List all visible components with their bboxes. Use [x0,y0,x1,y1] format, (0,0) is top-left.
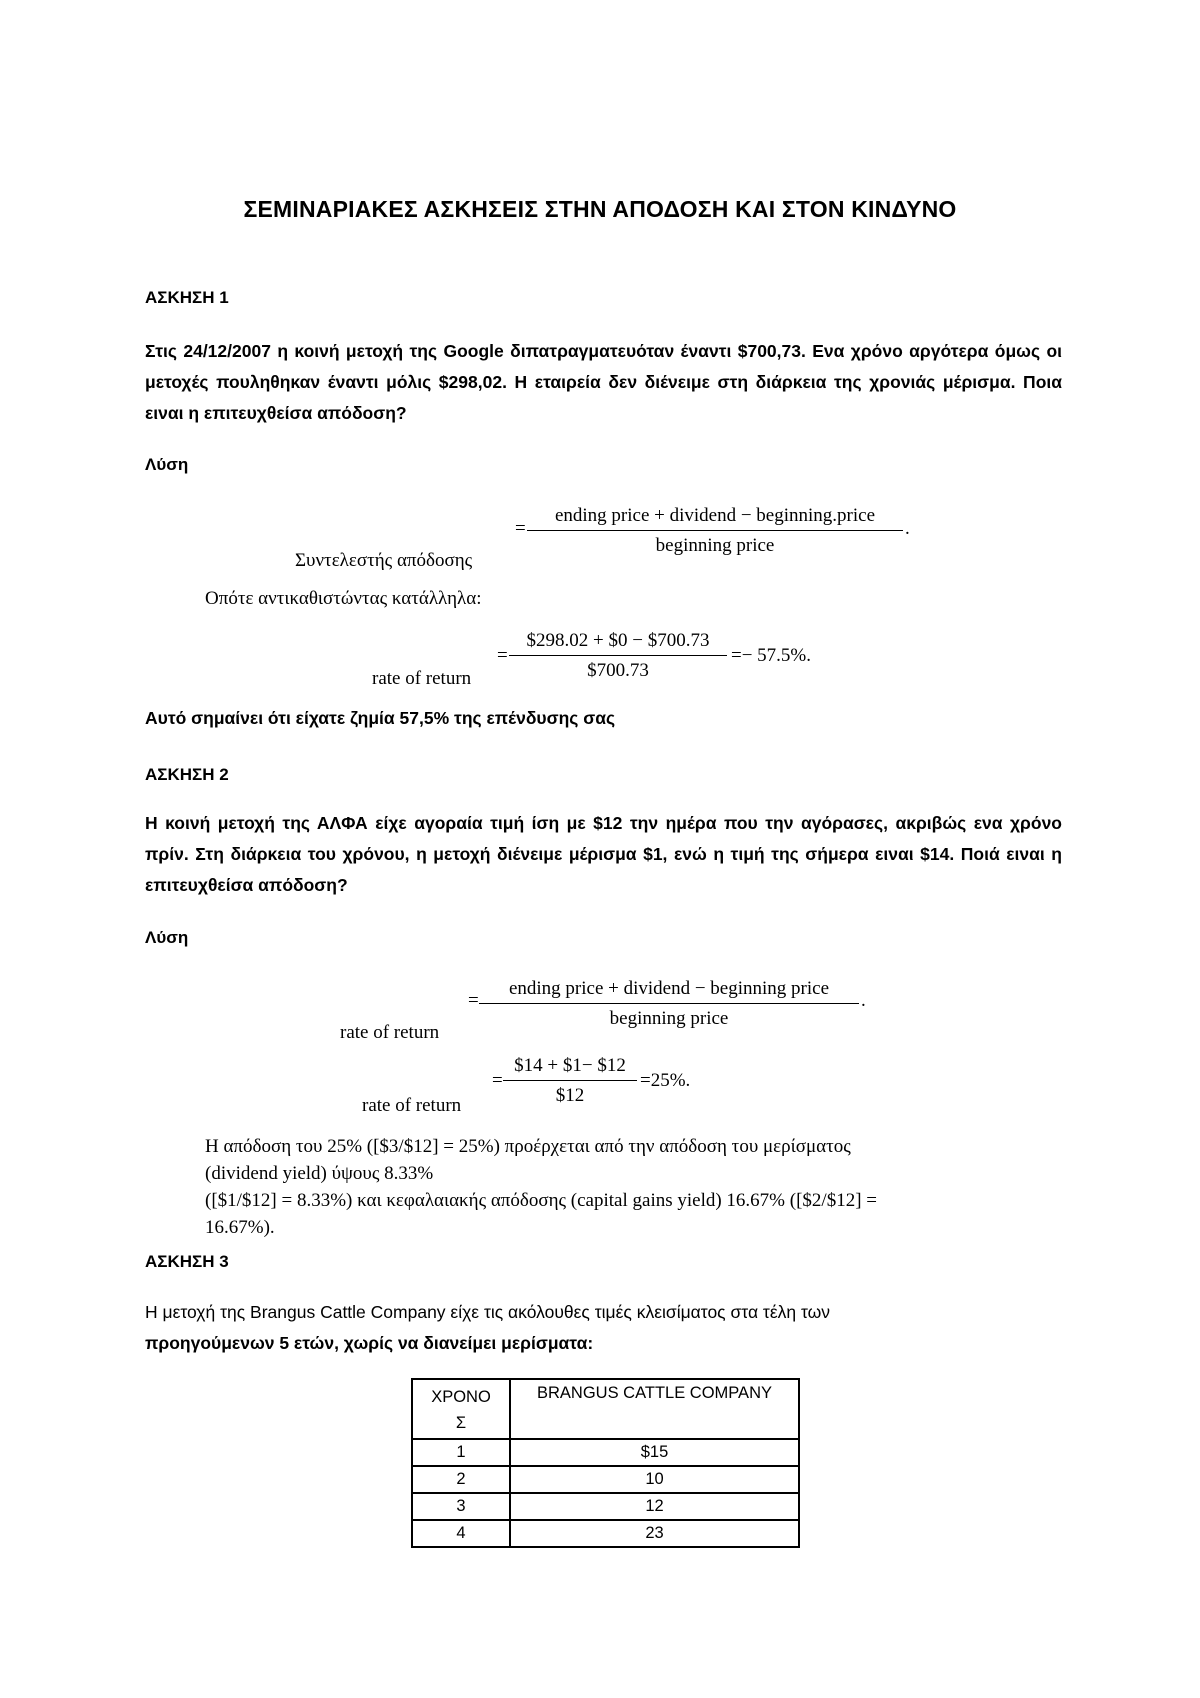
table-header-year-line-1: ΧΡΟΝΟ [431,1388,491,1406]
return-coefficient-label: Συντελεστής απόδοσης [295,550,473,571]
formula-1-period: . [905,518,910,539]
exercise-2-note [205,1133,877,1241]
exercise-2-note-line-2: (dividend yield) ύψους 8.33% [205,1163,434,1184]
formula-1-equals: = [515,518,526,539]
formula-4-label: rate of return [362,1095,462,1116]
table-cell-year: 3 [412,1493,510,1520]
exercise-3-text-line-2: προηγούμενων 5 ετών, χωρίς να διανείμει μερίσματα: [145,1333,594,1353]
formula-2-fraction [509,630,727,682]
price-table [411,1378,800,1548]
formula-3-label: rate of return [340,1022,440,1043]
exercise-1-text: Στις 24/12/2007 η κοινή μετοχή της Google διπατραγματευόταν έναντι $700,73. Ενα χρόνο αργότερα όμως οι μετοχές πουληθηκαν έναντι μόλις $298,02. Η εταιρεία δεν διένειμε στη διάρκεια της χρονιάς μέρισμα. Ποια ειναι η επιτευχθείσα απόδοση? [145,341,1062,423]
exercise-2-solution-label: Λύση [145,928,189,947]
formula-4-fraction [503,1055,637,1107]
formula-3-equals: = [468,990,479,1011]
exercise-2-note-line-3: ([$1/$12] = 8.33%) και κεφαλαιακής απόδοσης (capital gains yield) 16.67% ([$2/$12] = [205,1190,877,1211]
exercise-3-text [145,1297,830,1359]
exercise-1-heading: ΑΣΚΗΣΗ 1 [145,288,229,307]
formula-4-numerator: $14 + $1− $12 [503,1055,637,1081]
exercise-3-text-line-1: Η μετοχή της Brangus Cattle Company είχε τις ακόλουθες τιμές κλεισίματος στα τέλη των [145,1302,831,1322]
formula-1-fraction [527,505,903,557]
formula-2-numerator: $298.02 + $0 − $700.73 [509,630,727,656]
formula-3-period: . [861,990,866,1011]
exercise-2-note-line-4: 16.67%). [205,1217,275,1238]
table-cell-price: $15 [510,1439,799,1466]
table-row [412,1439,799,1466]
exercise-1-conclusion: Αυτό σημαίνει ότι είχατε ζημία 57,5% της επένδυσης σας [145,708,616,728]
table-header-row [412,1379,799,1439]
table-cell-year: 4 [412,1520,510,1547]
table-row [412,1520,799,1547]
formula-3-numerator: ending price + dividend − beginning price [479,978,859,1004]
table-row [412,1466,799,1493]
formula-4-denominator: $12 [555,1085,585,1106]
table-cell-year: 1 [412,1439,510,1466]
formula-3-denominator: beginning price [609,1008,729,1029]
table-header-year [412,1379,510,1439]
formula-2-label: rate of return [372,668,472,689]
formula-4-equals: = [492,1070,503,1091]
table-row [412,1493,799,1520]
substitution-text: Οπότε αντικαθιστώντας κατάλληλα: [205,588,482,609]
document-title: ΣΕΜΙΝΑΡΙΑΚΕΣ ΑΣΚΗΣΕΙΣ ΣΤΗΝ ΑΠΟΔΟΣΗ ΚΑΙ ΣΤΟΝ ΚΙΝΔΥΝΟ [243,196,957,222]
formula-2-denominator: $700.73 [587,660,649,681]
exercise-2-heading: ΑΣΚΗΣΗ 2 [145,765,229,784]
formula-1-denominator: beginning price [655,535,775,556]
table-header-year-line-2: Σ [455,1414,467,1432]
exercise-3-heading: ΑΣΚΗΣΗ 3 [145,1252,229,1271]
exercise-2-note-line-1: Η απόδοση του 25% ([$3/$12] = 25%) προέρχεται από την απόδοση του μερίσματος [205,1136,851,1157]
formula-3-fraction [479,978,859,1030]
formula-4-result: =25%. [640,1070,691,1091]
formula-2-equals: = [497,645,508,666]
table-cell-price: 23 [510,1520,799,1547]
table-cell-price: 10 [510,1466,799,1493]
table-cell-year: 2 [412,1466,510,1493]
table-header-company: BRANGUS CATTLE COMPANY [510,1379,799,1439]
table-cell-price: 12 [510,1493,799,1520]
exercise-2-text: Η κοινή μετοχή της ΑΛΦΑ είχε αγοραία τιμή ίση με $12 την ημέρα που την αγόρασες, ακριβώς ενα χρόνο πρίν. Στη διάρκεια του χρόνου, η μετοχή διένειμε μέρισμα $1, ενώ η τιμή της σήμερα ειναι $14. Ποιά ειναι η επιτευχθείσα απόδοση? [145,813,1062,895]
formula-1-numerator: ending price + dividend − beginning.price [527,505,903,531]
formula-2-result: =− 57.5%. [731,645,812,666]
exercise-1-solution-label: Λύση [145,455,189,474]
